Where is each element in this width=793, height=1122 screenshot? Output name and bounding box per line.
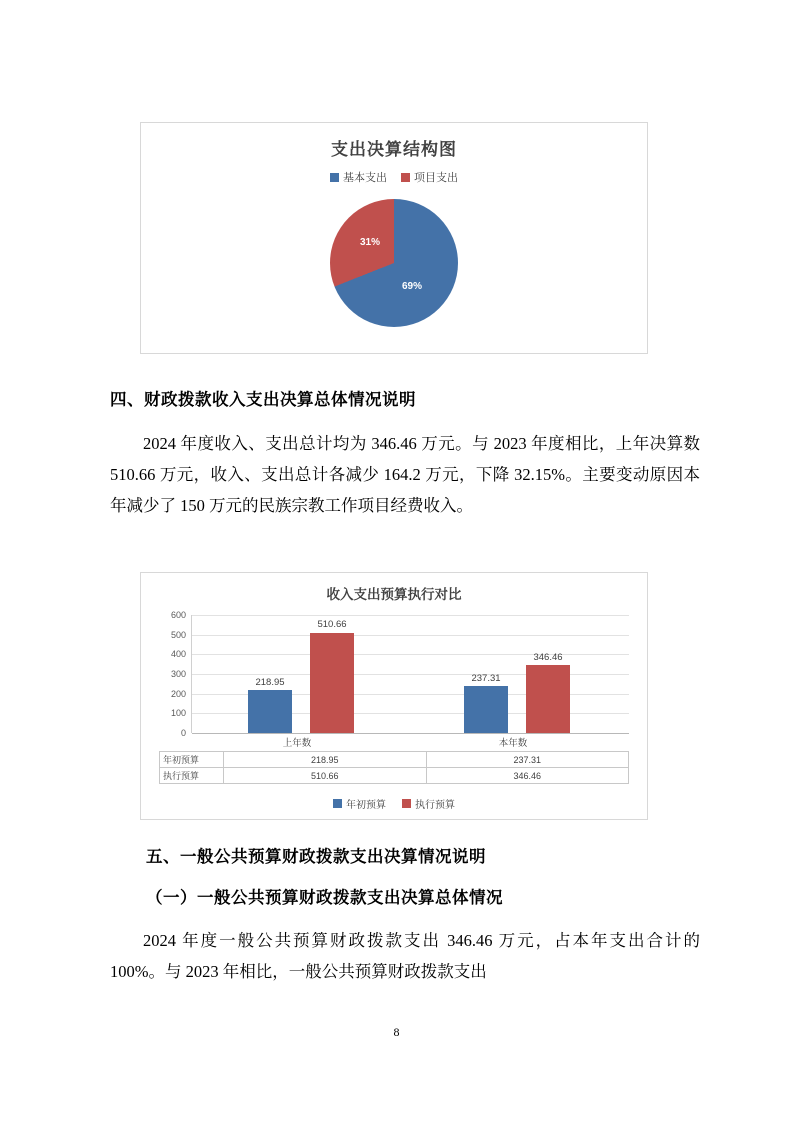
pie-chart-title: 支出决算结构图 — [331, 140, 457, 159]
bar-chart-y-axis — [159, 610, 189, 738]
table-row — [160, 752, 629, 768]
legend-swatch-initial-budget — [333, 799, 342, 808]
bar-value-prev-year-executed-budget: 510.66 — [317, 619, 347, 631]
legend-item-basic — [330, 169, 387, 185]
table-cell-executed-current: 346.46 — [426, 768, 629, 784]
bar-value-current-year-executed-budget: 346.46 — [533, 651, 563, 663]
category-label-current-year: 本年数 — [498, 738, 528, 749]
paragraph-revenue-expenditure-summary: 2024 年度收入、支出总计均为 346.46 万元。与 2023 年度相比，上年决算数 510.66 万元，收入、支出总计各减少 164.2 万元，下降 32.15%。主要变动原因本年减少了 150 万元的民族宗教工作项目经费收入。 — [110, 434, 700, 515]
bar-prev-year-initial-budget — [248, 690, 292, 733]
category-label-prev-year: 上年数 — [282, 738, 312, 749]
bar-chart-category-labels — [191, 733, 629, 751]
bar-chart-data-table — [159, 751, 629, 784]
bar-chart-gridlines — [191, 615, 629, 733]
legend-item-initial-budget — [333, 796, 386, 811]
section-heading-four: 四、财政拨款收入支出决算总体情况说明 — [110, 391, 416, 409]
bar-prev-year-executed-budget — [310, 633, 354, 733]
pie-label-project: 31% — [360, 237, 381, 248]
legend-swatch-executed-budget — [402, 799, 411, 808]
table-cell-initial-prev: 218.95 — [224, 752, 427, 768]
pie-slices — [330, 199, 458, 327]
bar-current-year-initial-budget — [464, 686, 508, 733]
table-cell-executed-prev: 510.66 — [224, 768, 427, 784]
bar-chart-figure — [140, 572, 648, 820]
bar-chart-plot-area — [159, 610, 629, 738]
bar-series-container — [192, 615, 629, 733]
table-row — [160, 768, 629, 784]
section-heading-five: 五、一般公共预算财政拨款支出决算情况说明 — [146, 848, 486, 866]
bar-chart-title: 收入支出预算执行对比 — [326, 587, 462, 602]
page-number: 8 — [393, 1025, 400, 1039]
y-tick-100: 100 — [170, 708, 186, 719]
table-cell-initial-current: 237.31 — [426, 752, 629, 768]
legend-label-basic: 基本支出 — [343, 172, 387, 184]
bar-chart-legend — [141, 796, 647, 811]
table-rowhead-executed-budget: 执行预算 — [160, 768, 224, 784]
y-tick-600: 600 — [170, 610, 186, 620]
bar-current-year-executed-budget — [526, 665, 570, 733]
y-tick-400: 400 — [170, 649, 186, 660]
pie-chart-figure — [140, 122, 648, 354]
table-rowhead-initial-budget: 年初预算 — [160, 752, 224, 768]
pie-chart-legend — [141, 169, 647, 185]
legend-label-executed-budget: 执行预算 — [415, 800, 455, 811]
section-heading-five-one: （一）一般公共预算财政拨款支出决算总体情况 — [146, 889, 503, 907]
y-tick-200: 200 — [170, 688, 186, 699]
legend-item-executed-budget — [402, 796, 455, 811]
y-tick-300: 300 — [170, 669, 186, 679]
bar-value-prev-year-initial-budget: 218.95 — [255, 676, 285, 688]
legend-swatch-basic — [330, 173, 339, 182]
y-tick-0: 0 — [180, 728, 186, 738]
paragraph-general-public-budget: 2024 年度一般公共预算财政拨款支出 346.46 万元，占本年支出合计的 100%。与 2023 年相比，一般公共预算财政拨款支出 — [110, 931, 700, 981]
legend-label-project: 项目支出 — [414, 172, 458, 184]
bar-value-current-year-initial-budget: 237.31 — [471, 673, 501, 685]
y-tick-500: 500 — [170, 629, 186, 640]
pie-graphic — [330, 199, 458, 327]
legend-item-project — [401, 169, 458, 185]
legend-label-initial-budget: 年初预算 — [346, 800, 386, 811]
legend-swatch-project — [401, 173, 410, 182]
pie-label-basic: 69% — [402, 281, 423, 292]
